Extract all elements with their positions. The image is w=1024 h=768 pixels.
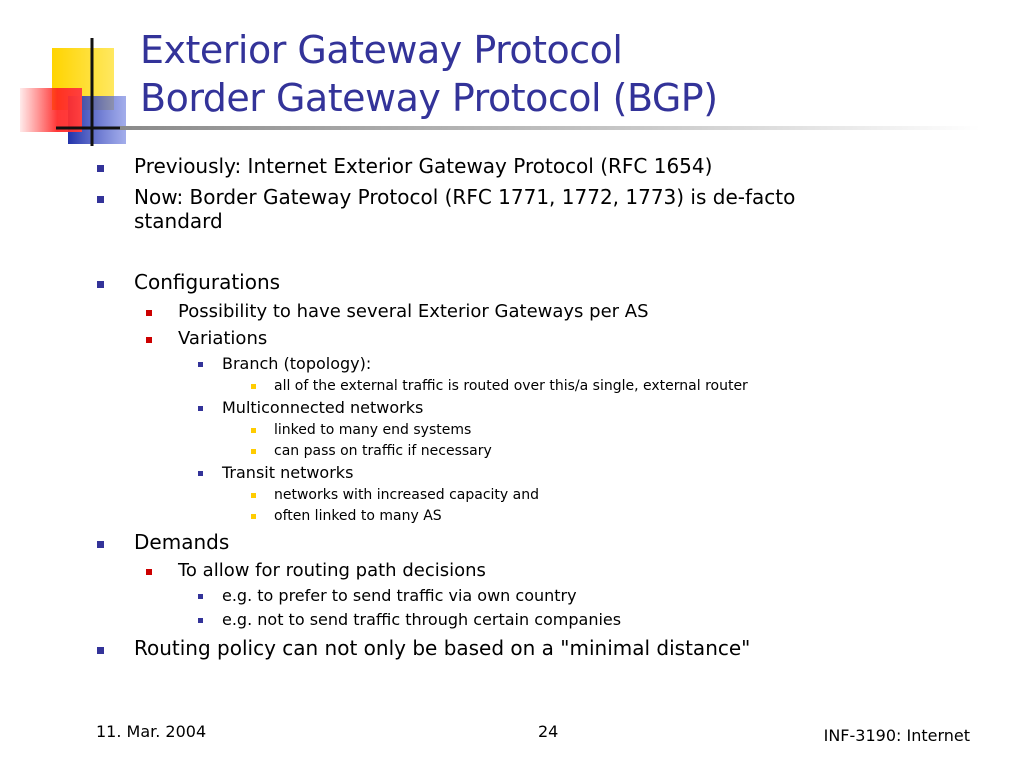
bullet-text: Variations: [178, 328, 268, 349]
bullet-marker: [251, 514, 256, 519]
footer-page-number: 24: [538, 722, 559, 741]
bullet-item: [274, 377, 748, 395]
bullet-marker: [198, 618, 203, 623]
bullet-text: Now: Border Gateway Protocol (RFC 1771, 1772, 1773) is de-facto: [134, 185, 796, 209]
bullet-item: [222, 354, 371, 374]
bullet-item: [274, 421, 471, 439]
bullet-marker: [97, 196, 104, 203]
bullet-marker: [198, 471, 203, 476]
bullet-text: Transit networks: [222, 463, 354, 482]
bullet-marker: [251, 493, 256, 498]
bullet-item: [274, 442, 492, 460]
bullet-text: all of the external traffic is routed over this/a single, external router: [274, 378, 748, 394]
bullet-text: networks with increased capacity and: [274, 487, 539, 503]
bullet-item: [134, 530, 229, 554]
bullet-text: To allow for routing path decisions: [178, 560, 486, 581]
bullet-text-continuation: standard: [134, 209, 223, 233]
bullet-text: Configurations: [134, 270, 281, 294]
bullet-text: Multiconnected networks: [222, 398, 424, 417]
bullet-marker: [146, 569, 152, 575]
bullet-marker: [97, 647, 104, 654]
bullet-item: [222, 586, 577, 606]
bullet-text: Previously: Internet Exterior Gateway Protocol (RFC 1654): [134, 154, 713, 178]
bullet-item: [222, 610, 621, 630]
bullet-marker: [251, 428, 256, 433]
bullet-text: Branch (topology):: [222, 354, 372, 373]
bullet-marker: [198, 406, 203, 411]
bullet-marker: [146, 337, 152, 343]
bullet-marker: [198, 594, 203, 599]
bullet-marker: [198, 362, 203, 367]
title-divider: [120, 126, 980, 130]
bullet-item: [134, 154, 712, 178]
bullet-text: e.g. to prefer to send traffic via own country: [222, 586, 577, 605]
bullet-item: [134, 270, 280, 294]
bullet-text: often linked to many AS: [274, 508, 442, 524]
bullet-item: [178, 560, 486, 582]
bullet-marker: [97, 165, 104, 172]
bullet-text: can pass on traffic if necessary: [274, 443, 492, 459]
bullet-text: linked to many end systems: [274, 422, 472, 438]
footer-date: 11. Mar. 2004: [96, 722, 207, 741]
bullet-marker: [146, 310, 152, 316]
bullet-marker: [97, 541, 104, 548]
bullet-item: [134, 185, 795, 233]
bullet-text: Demands: [134, 530, 230, 554]
slide-title-line-2: Border Gateway Protocol (BGP): [140, 76, 718, 120]
footer-course-name: INF-3190: Internet: [823, 726, 970, 745]
bullet-text: Possibility to have several Exterior Gateways per AS: [178, 301, 649, 322]
bullet-item: [222, 463, 353, 483]
slide-title: [140, 26, 718, 122]
slide-logo-graphic: [0, 0, 140, 150]
bullet-item: [274, 486, 539, 504]
bullet-marker: [97, 281, 104, 288]
bullet-item: [222, 398, 423, 418]
bullet-text: Routing policy can not only be based on a "minimal distance": [134, 636, 751, 660]
bullet-marker: [251, 449, 256, 454]
bullet-marker: [251, 384, 256, 389]
bullet-text: e.g. not to send traffic through certain companies: [222, 610, 622, 629]
bullet-item: [178, 328, 267, 350]
bullet-item: [178, 301, 649, 323]
slide-title-line-1: Exterior Gateway Protocol: [140, 28, 623, 72]
bullet-item: [274, 507, 442, 525]
bullet-item: [134, 636, 750, 660]
